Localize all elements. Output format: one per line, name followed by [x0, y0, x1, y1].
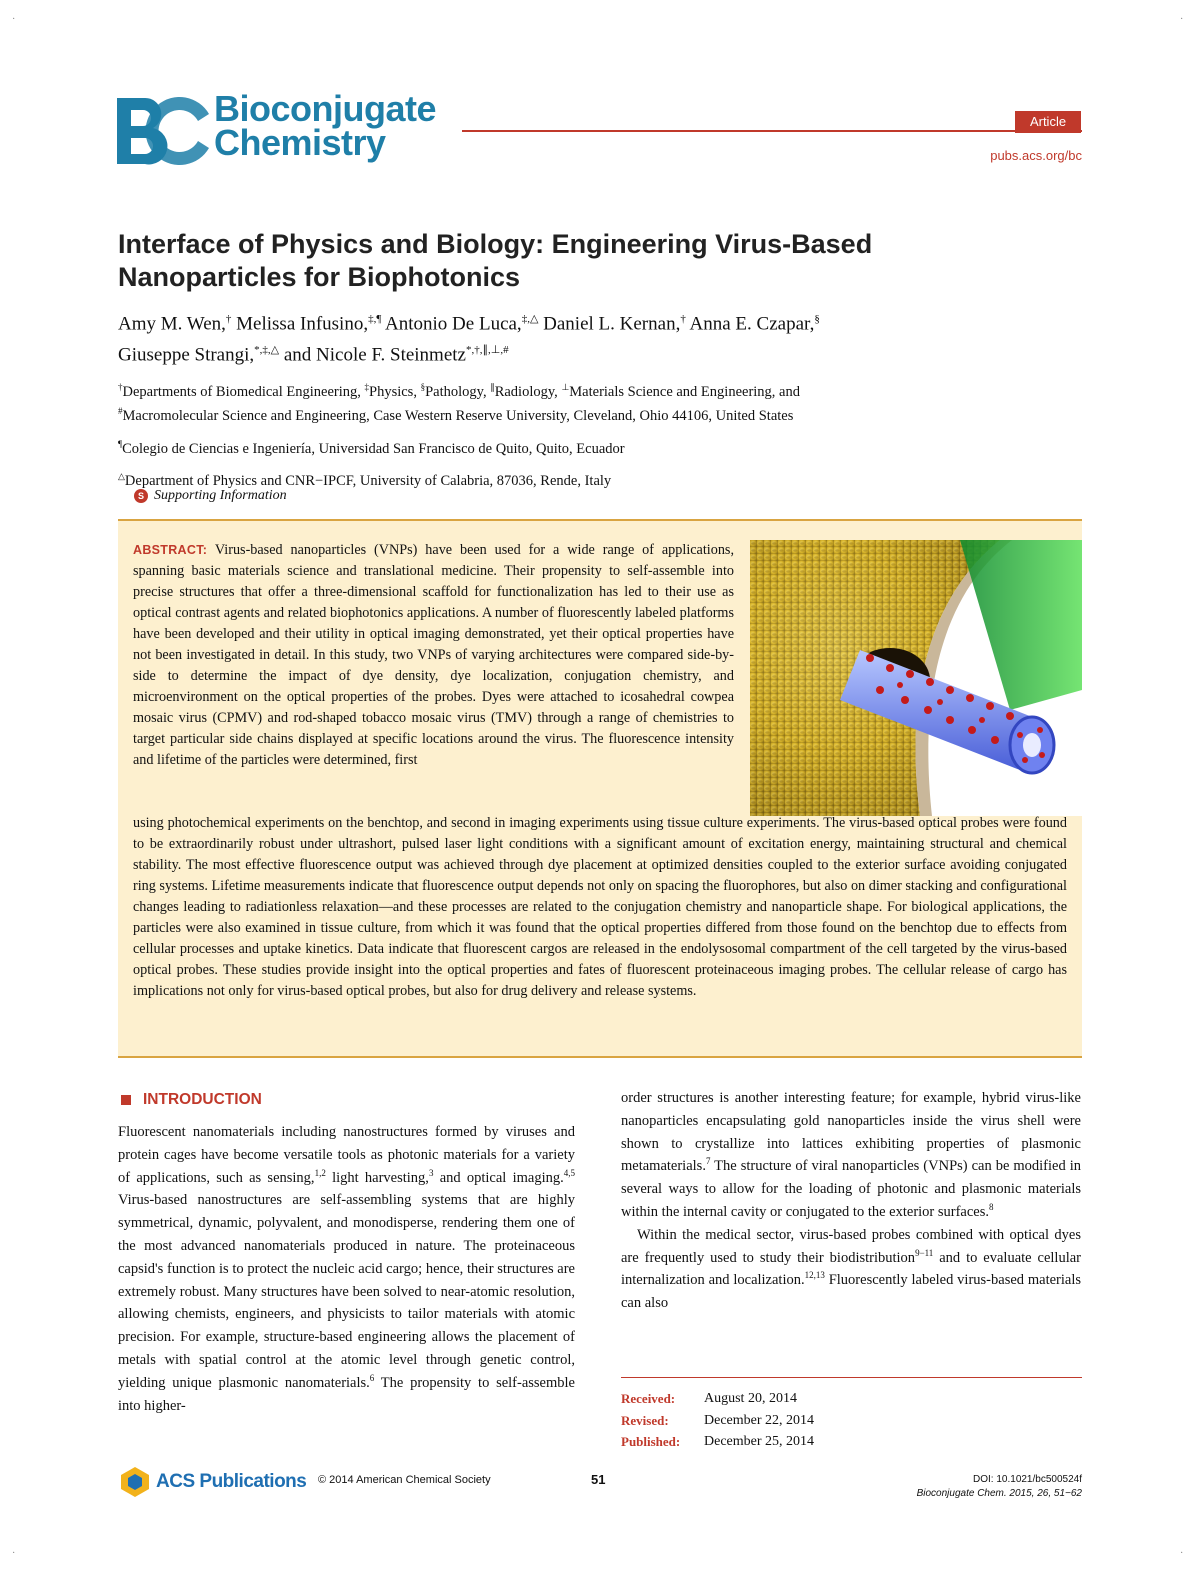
- dates-rule: [621, 1377, 1082, 1378]
- section-heading: [121, 1091, 262, 1109]
- paragraph: Fluorescent nanomaterials including nanostructures formed by viruses and protein cages have become versatile tools as photonic materials for a variety of applications, such as sensing,$^{1,2}$ light harvesting,$^3$ and optical imaging.$^{4,5}$ Virus-based nanostructures are self-assembling systems that are highly symmetrical, dynamic, polyvalent, and monodisperse, rendering them one of the most advanced nanomaterials produced in nature. The proteinaceous capsid's function is to protect the nucleic acid cargo; hence, their structures are extremely robust. Many structures have been solved to near-atomic resolution, allowing chemists, engineers, and physicists to tailor materials with atomic precision. For example, structure-based engineering allows the placement of metals with spatial control at the atomic level through genetic control, yielding unique plasmonic nanomaterials.$^6$ The propensity to self-assemble into higher-: [118, 1124, 575, 1414]
- author-affil-mark: ‡,△: [521, 313, 539, 325]
- author[interactable]: Daniel L. Kernan,: [543, 313, 681, 335]
- article-type-badge: Article: [1015, 111, 1081, 133]
- doi-block: [917, 1473, 1082, 1501]
- author-affil-mark: †: [225, 313, 232, 325]
- supporting-info-icon: S: [134, 489, 148, 503]
- author[interactable]: Melissa Infusino,: [236, 313, 369, 335]
- citation: Bioconjugate Chem. 2015, 26, 51−62: [916, 1488, 1082, 1499]
- citation-link[interactable]: 4,5: [563, 1167, 575, 1178]
- section-heading-text: INTRODUCTION: [143, 1091, 262, 1108]
- citation-link[interactable]: 1,2: [314, 1167, 326, 1178]
- abstract-text-top: [133, 540, 734, 771]
- citation-link[interactable]: 9−11: [915, 1247, 934, 1258]
- publication-dates: [621, 1388, 814, 1453]
- affiliation-1: †Departments of Biomedical Engineering, ‡Physics, §Pathology, ∥Radiology, ⊥Materials Science and Engineering, and #Macromolecular Science and Engineering, Case Western Reserve University, Cleveland, Ohio 44106, United States: [118, 382, 800, 425]
- header-rule: [462, 130, 1082, 132]
- abstract-label: ABSTRACT:: [133, 543, 208, 557]
- journal-name-line1: Bioconjugate: [214, 88, 437, 129]
- author-affil-mark: §: [814, 313, 820, 325]
- author[interactable]: Giuseppe Strangi,: [118, 344, 255, 366]
- date-published: Published: December 25, 2014: [621, 1434, 815, 1449]
- crop-mark: ·: [1180, 14, 1184, 25]
- publisher-name: ACS Publications: [156, 1471, 307, 1492]
- affiliation-2: ¶Colegio de Ciencias e Ingeniería, Universidad San Francisco de Quito, Quito, Ecuador: [118, 438, 625, 457]
- author[interactable]: Amy M. Wen,: [118, 313, 226, 335]
- journal-name-line2: Chemistry: [214, 122, 386, 163]
- page-number: 51: [591, 1472, 606, 1487]
- citation-link[interactable]: 12,13: [804, 1270, 825, 1281]
- paragraph: Within the medical sector, virus-based probes combined with optical dyes are frequently used to study their biodistribution$^{9-11}$ and to evaluate cellular internalization and localization.$^{12,13}$ Fluorescently labeled virus-based materials can also: [621, 1226, 1081, 1312]
- article-title: Interface of Physics and Biology: Engineering Virus-Based Nanoparticles for Biophotonics: [118, 229, 873, 292]
- journal-name: [214, 88, 437, 163]
- date-received: Received: August 20, 2014: [621, 1391, 797, 1406]
- copyright: © 2014 American Chemical Society: [318, 1474, 491, 1486]
- publisher-logo[interactable]: [118, 1465, 306, 1499]
- crop-mark: ·: [12, 14, 16, 25]
- crop-mark: ·: [12, 1548, 16, 1559]
- affiliation-3: △Department of Physics and CNR−IPCF, University of Calabria, 87036, Rende, Italy: [118, 470, 612, 489]
- abstract-body: Virus-based nanoparticles (VNPs) have been used for a wide range of applications, spanning basic materials science and translational medicine. Their propensity to self-assemble into precise structures that offer a three-dimensional scaffold for functionalization has led to their use as optical contrast agents and related biophotonics applications. A number of fluorescently labeled platforms have been developed and their utility in optical imaging demonstrated, yet their optical properties have not been investigated in detail. In this study, two VNPs of varying architectures were compared side-by-side to determine the impact of dye density, dye localization, conjugation chemistry, and microenvironment on the optical properties of the probes. Dyes were attached to icosahedral cowpea mosaic virus (CPMV) and rod-shaped tobacco mosaic virus (TMV) through a range of chemistries to target particular side chains displayed at specific locations around the virus. The fluorescence intensity and lifetime of the particles were determined, first: [133, 542, 734, 768]
- doi-link[interactable]: DOI: 10.1021/bc500524f: [973, 1474, 1082, 1485]
- author[interactable]: and Nicole F. Steinmetz: [283, 344, 466, 366]
- citation-link[interactable]: 3: [428, 1167, 434, 1178]
- citation-link[interactable]: 6: [369, 1372, 375, 1383]
- toc-graphic-image: [750, 540, 1082, 816]
- section-bullet-icon: [121, 1095, 131, 1105]
- date-revised: Revised: December 22, 2014: [621, 1412, 815, 1428]
- author[interactable]: Antonio De Luca,: [385, 313, 522, 335]
- crop-mark: ·: [1180, 1548, 1184, 1559]
- body-column-left: [118, 1121, 575, 1417]
- abstract-text-bottom: using photochemical experiments on the benchtop, and second in imaging experiments using tissue culture experiments. The virus-based optical probes were found to be extraordinarily robust under ultrashort, pulsed laser light conditions with a significant amount of excitation energy, maintaining structural and chemical stability. The most effective fluorescence output was achieved through dye placement at optimized densities coupled to the exterior surface avoiding conjugated ring systems. Lifetime measurements indicate that fluorescence output depends not only on spacing the fluorophores, but also on dimer stacking and configurational changes leading to radiationless relaxation—and these processes are related to the conjugation chemistry and nanoparticle shape. For biological applications, the particles were also examined in tissue culture, from which it was found that the optical properties differed from those found on the benchtop due to effects from cellular processes and uptake kinetics. Data indicate that fluorescent cargos are released in the endolysosomal compartment of the cell targeted by the virus-based optical probes. These studies provide insight into the optical properties and fates of fluorescent proteinaceous imaging probes. The cellular release of cargo has implications not only for virus-based optical probes, but also for drug delivery and release systems.: [133, 815, 1067, 999]
- journal-logo-icon: [113, 92, 213, 170]
- author-affil-mark: ‡,¶: [368, 313, 382, 325]
- affiliations: [118, 378, 1018, 499]
- author-affil-mark: *,†,∥,⊥,#: [465, 344, 509, 357]
- journal-url-link[interactable]: pubs.acs.org/bc: [990, 148, 1082, 163]
- citation-link[interactable]: 7: [705, 1156, 711, 1167]
- paragraph: order structures is another interesting feature; for example, hybrid virus-like nanoparticles encapsulating gold nanoparticles inside the virus shell were shown to crystallize into lattices exhibiting properties of plasmonic metamaterials.$^7$ The structure of viral nanoparticles (VNPs) can be modified in several ways to allow for the loading of photonic and plasmonic materials within the internal cavity or conjugated to the exterior surfaces.$^8$: [621, 1090, 1081, 1220]
- author-list: [118, 306, 1038, 369]
- author[interactable]: Anna E. Czapar,: [689, 313, 815, 335]
- acs-hexagon-icon: [118, 1465, 152, 1499]
- citation-link[interactable]: 8: [989, 1202, 994, 1213]
- author-affil-mark: †: [680, 313, 686, 325]
- author-affil-mark: *,‡,△: [254, 344, 280, 357]
- supporting-information-link[interactable]: [134, 488, 287, 504]
- supporting-info-label: Supporting Information: [154, 488, 287, 503]
- body-column-right: [621, 1087, 1081, 1315]
